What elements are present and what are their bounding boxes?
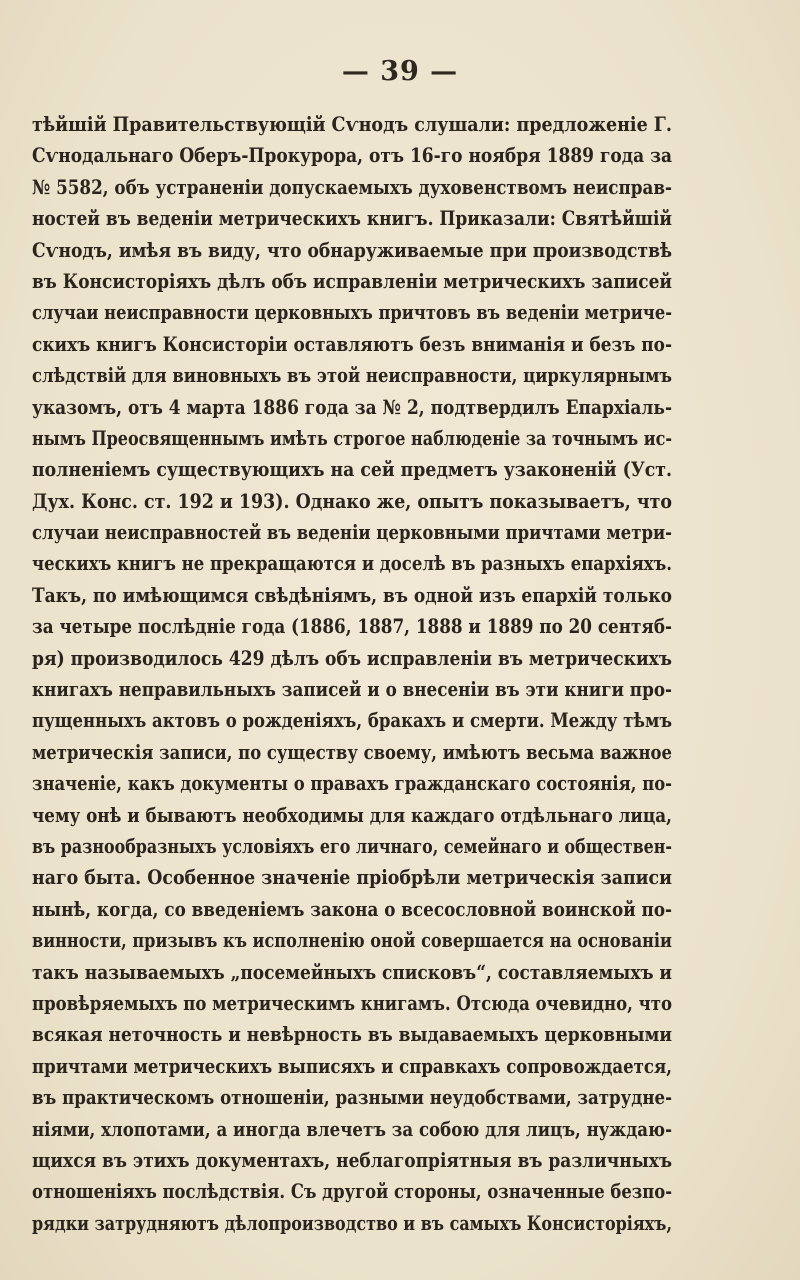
text-line-content: № 5582, объ устраненіи допускаемыхъ духовенствомъ неисправ- <box>32 175 672 199</box>
text-line-content: указомъ, отъ 4 марта 1886 года за № 2, подтвердилъ Епархіаль- <box>32 395 672 419</box>
text-line <box>32 548 672 579</box>
text-line-content: причтами метрическихъ выписяхъ и справкахъ сопровождается, <box>32 1054 672 1078</box>
text-line <box>32 894 672 925</box>
text-line-content: провѣряемыхъ по метрическимъ книгамъ. Отсюда очевидно, что <box>32 991 672 1015</box>
text-line-content: нынѣ, когда, со введеніемъ закона о всесословной воинской по- <box>32 897 672 921</box>
text-line <box>32 392 672 423</box>
text-line-content: ря) производилось 429 дѣлъ объ исправленіи въ метрическихъ <box>32 646 672 670</box>
text-line <box>32 109 672 140</box>
text-line <box>32 486 672 517</box>
text-line-content: въ Консисторіяхъ дѣлъ объ исправленіи метрическихъ записей <box>32 269 672 293</box>
text-line-content: Сѵнодъ, имѣя въ виду, что обнаруживаемые при производствѣ <box>32 238 672 262</box>
page-number: — 39 — <box>341 56 459 87</box>
text-line <box>32 454 672 485</box>
text-line <box>32 360 672 391</box>
text-line <box>32 140 672 171</box>
text-line <box>32 925 672 956</box>
text-line <box>32 172 672 203</box>
text-line <box>32 800 672 831</box>
text-line <box>32 611 672 642</box>
text-line <box>32 1051 672 1082</box>
text-line-content: такъ называемыхъ „посемейныхъ списковъ“, составляемыхъ и <box>32 960 672 984</box>
text-line-content: Сѵнодальнаго Оберъ-Прокурора, отъ 16-го ноября 1889 года за <box>32 144 672 168</box>
text-line <box>32 297 672 328</box>
text-line-content: щихся въ этихъ документахъ, неблагопріятныя въ различныхъ <box>32 1148 672 1172</box>
text-line-content: скихъ книгъ Консисторіи оставляютъ безъ вниманія и безъ по- <box>32 332 672 356</box>
text-line-content: значеніе, какъ документы о правахъ гражданскаго состоянія, по- <box>32 772 672 796</box>
text-line-content: ностей въ веденіи метрическихъ книгъ. Приказали: Святѣйшій <box>32 207 672 231</box>
text-line-content: ческихъ книгъ не прекращаются и доселѣ въ разныхъ епархіяхъ. <box>32 552 672 576</box>
text-line <box>32 203 672 234</box>
text-line <box>32 580 672 611</box>
text-line <box>32 1176 672 1207</box>
text-line <box>32 517 672 548</box>
text-line-content: нымъ Преосвященнымъ имѣть строгое наблюденіе за точнымъ ис- <box>32 426 672 450</box>
body-text <box>32 109 672 1239</box>
text-line-content: ніями, хлопотами, а иногда влечетъ за собою для лицъ, нуждаю- <box>32 1117 672 1141</box>
text-line <box>32 862 672 893</box>
text-line <box>32 674 672 705</box>
text-line <box>32 1208 672 1239</box>
text-line <box>32 768 672 799</box>
text-line <box>32 1145 672 1176</box>
text-line <box>32 737 672 768</box>
text-line <box>32 831 672 862</box>
text-line <box>32 266 672 297</box>
text-line <box>32 1019 672 1050</box>
text-line-content: пущенныхъ актовъ о рожденіяхъ, бракахъ и смерти. Между тѣмъ <box>32 709 672 733</box>
text-line-content: книгахъ неправильныхъ записей и о внесеніи въ эти книги про- <box>32 678 672 702</box>
text-line <box>32 423 672 454</box>
text-line <box>32 1082 672 1113</box>
text-line-content: наго быта. Особенное значеніе пріобрѣли метрическія записи <box>32 866 672 890</box>
text-line-content: отношеніяхъ послѣдствія. Съ другой стороны, означенные безпо- <box>32 1180 672 1204</box>
text-line-content: тѣйшій Правительствующій Сѵнодъ слушали: предложеніе Г. <box>32 113 672 136</box>
text-line <box>32 988 672 1019</box>
text-line <box>32 643 672 674</box>
text-line <box>32 957 672 988</box>
text-line-content: полненіемъ существующихъ на сей предметъ узаконеній (Уст. <box>32 458 672 482</box>
text-line-content: метрическія записи, по существу своему, имѣютъ весьма важное <box>32 740 672 764</box>
text-line-content: слѣдствій для виновныхъ въ этой неисправности, циркулярнымъ <box>32 364 672 388</box>
text-line-content: чему онѣ и бываютъ необходимы для каждаго отдѣльнаго лица, <box>32 803 672 827</box>
text-line-content: Такъ, по имѣющимся свѣдѣніямъ, въ одной изъ епархій только <box>32 583 672 607</box>
text-line-content: случаи неисправностей въ веденіи церковными причтами метри- <box>32 521 672 545</box>
text-line-content: за четыре послѣдніе года (1886, 1887, 1888 и 1889 по 20 сентяб- <box>32 615 672 639</box>
text-line <box>32 1114 672 1145</box>
text-line-content: винности, призывъ къ исполненію оной совершается на основаніи <box>32 929 672 953</box>
text-line-content: случаи неисправности церковныхъ причтовъ въ веденіи метриче- <box>32 301 672 325</box>
text-line <box>32 705 672 736</box>
text-line-content: рядки затрудняютъ дѣлопроизводство и въ самыхъ Консисторіяхъ, <box>32 1211 672 1235</box>
text-line <box>32 329 672 360</box>
text-line-content: Дух. Конс. ст. 192 и 193). Однако же, опытъ показываетъ, что <box>32 489 672 513</box>
text-line-content: всякая неточность и невѣрность въ выдаваемыхъ церковными <box>32 1023 672 1047</box>
text-line-content: въ разнообразныхъ условіяхъ его личнаго, семейнаго и обществен- <box>32 834 672 858</box>
text-line-content: въ практическомъ отношеніи, разными неудобствами, затрудне- <box>32 1086 672 1110</box>
text-line <box>32 235 672 266</box>
